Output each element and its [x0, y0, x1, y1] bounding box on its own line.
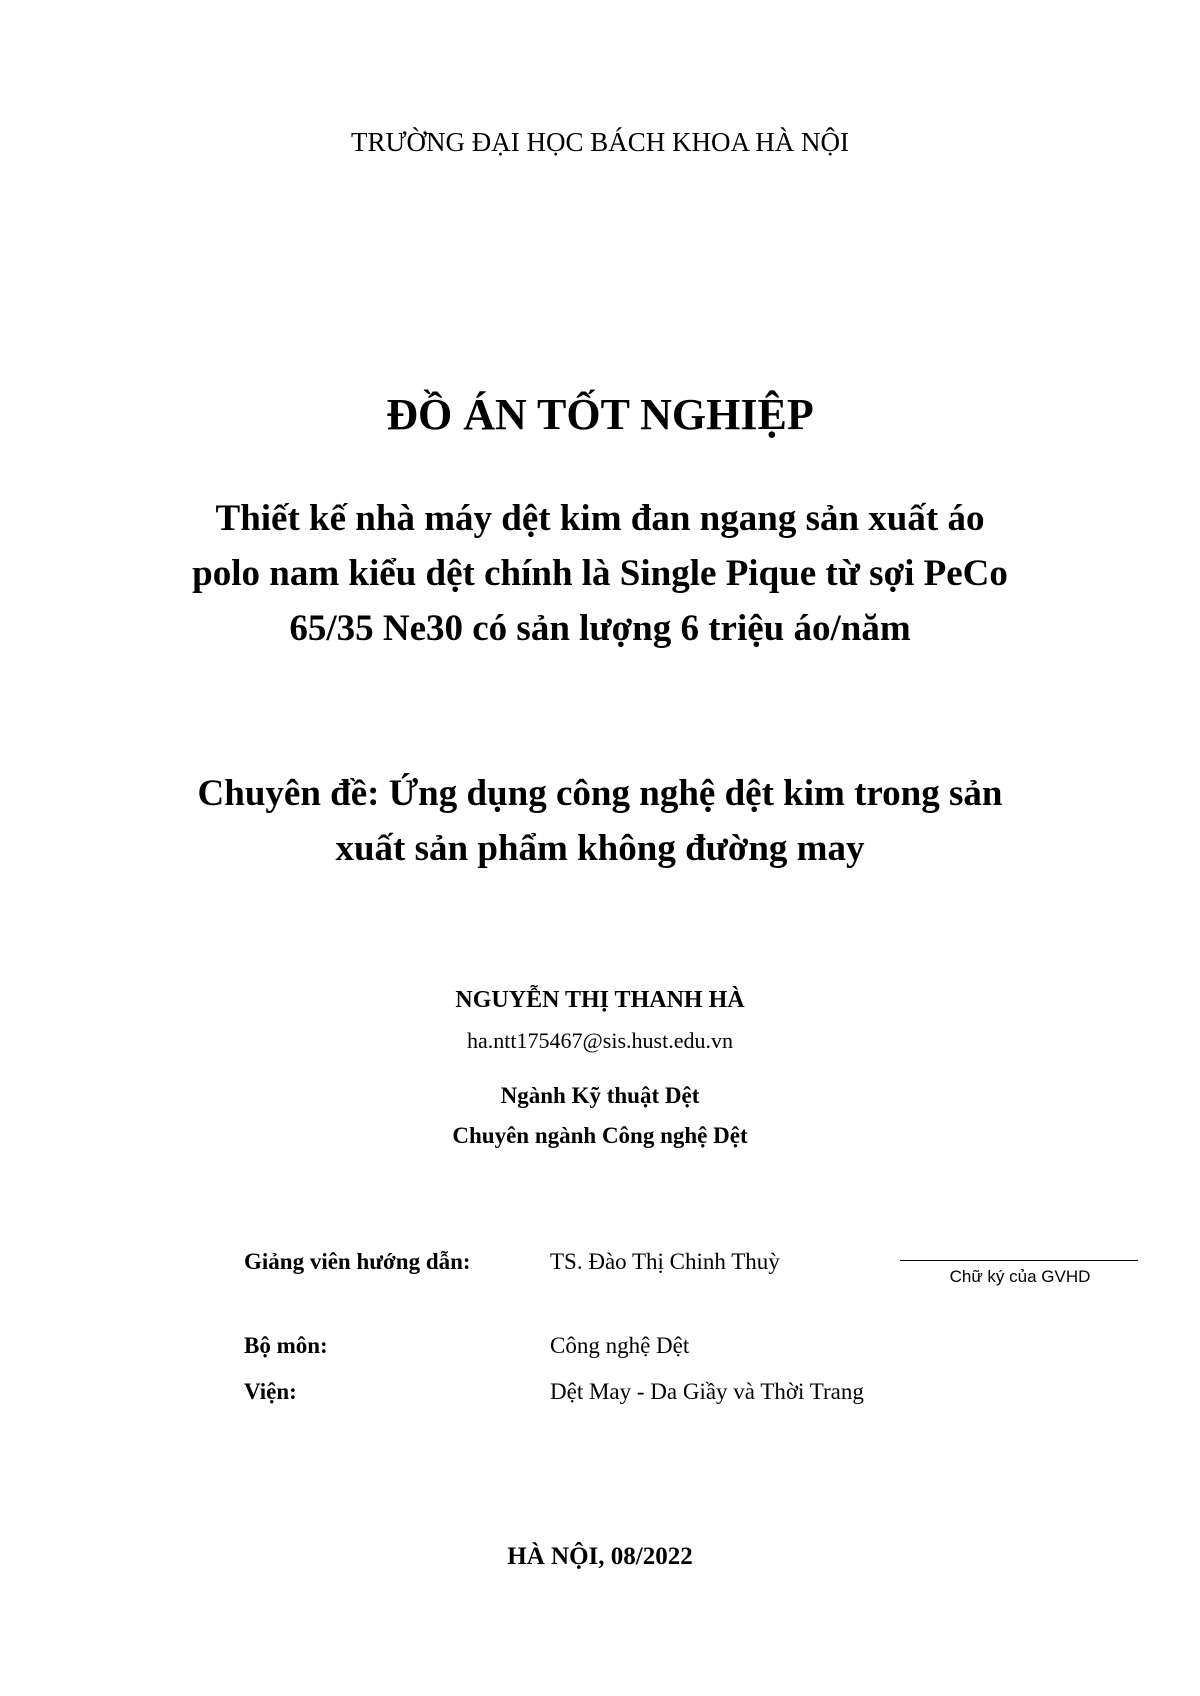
student-major: Ngành Kỹ thuật Dệt [500, 1083, 700, 1108]
student-specialization: Chuyên ngành Công nghệ Dệt [452, 1123, 748, 1148]
university-name: TRƯỜNG ĐẠI HỌC BÁCH KHOA HÀ NỘI [351, 127, 849, 157]
student-email: ha.ntt175467@sis.hust.edu.vn [467, 1028, 733, 1053]
signature-line [900, 1260, 1138, 1261]
signature-caption: Chữ ký của GVHD [949, 1267, 1091, 1286]
document-type-heading: ĐỒ ÁN TỐT NGHIỆP [386, 390, 814, 439]
supervisor-value: TS. Đào Thị Chinh Thuỳ [550, 1249, 780, 1274]
thesis-title: Thiết kế nhà máy dệt kim đan ngang sản xuất áo polo nam kiểu dệt chính là Single Pique từ sợi PeCo 65/35 Ne30 có sản lượng 6 triệu áo/năm [192, 498, 1008, 649]
supervisor-label: Giảng viên hướng dẫn: [244, 1249, 471, 1274]
department-label: Bộ môn: [244, 1333, 328, 1358]
place-date: HÀ NỘI, 08/2022 [507, 1543, 693, 1570]
department-value: Công nghệ Dệt [550, 1333, 690, 1358]
institute-label: Viện: [244, 1379, 297, 1404]
institute-value: Dệt May - Da Giầy và Thời Trang [550, 1379, 864, 1404]
thesis-subtopic: Chuyên đề: Ứng dụng công nghệ dệt kim trong sản xuất sản phẩm không đường may [197, 773, 1003, 869]
student-name: NGUYỄN THỊ THANH HÀ [455, 987, 745, 1013]
